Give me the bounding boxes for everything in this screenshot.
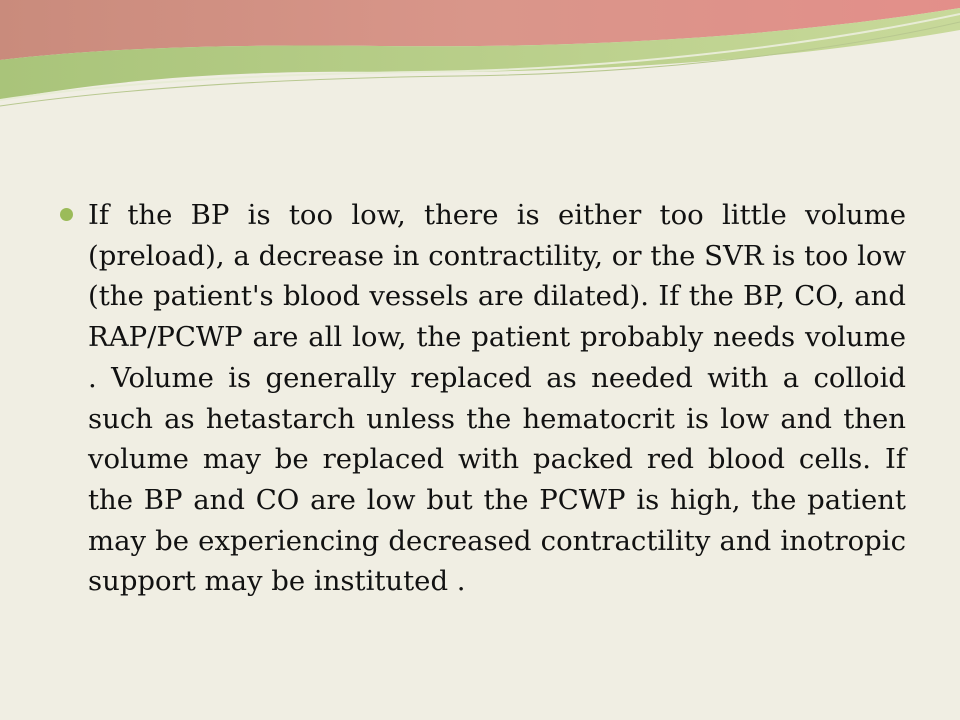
bullet-text: If the BP is too low, there is either too little volume (preload), a decrease in contractility, or the SVR is too low (the patient's blood vessels are dilated). If the BP, CO, and RAP/PCWP are all low, the patient probably needs volume . Volume is generally replaced as needed with a colloid such as hetastarch unless the hematocrit is low and then volume may be replaced with packed red blood cells. If the BP and CO are low but the PCWP is high, the patient may be experiencing decreased contractility and inotropic support may be instituted .	[88, 199, 906, 598]
header-wave-decoration	[0, 0, 960, 120]
slide-content	[60, 195, 906, 602]
bullet-item	[60, 195, 906, 602]
bullet-dot-icon	[60, 208, 73, 221]
